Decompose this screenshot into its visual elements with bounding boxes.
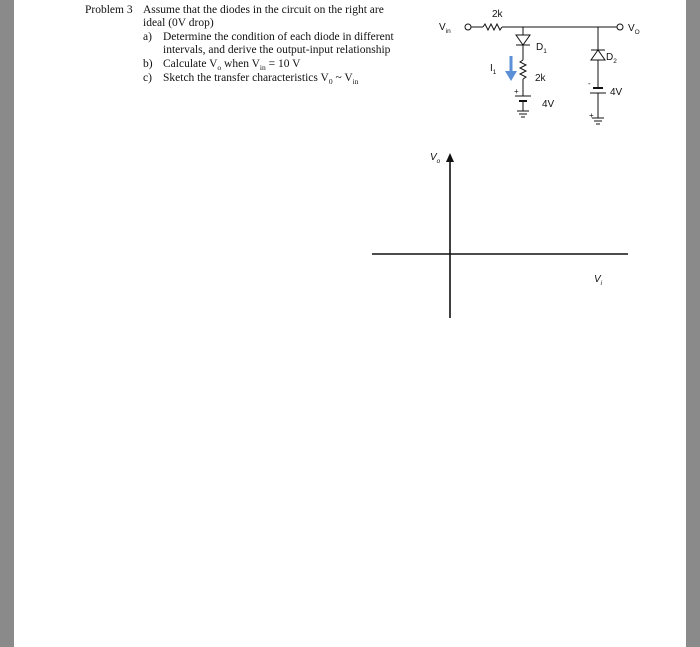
part-a-line2: intervals, and derive the output-input relationship [163,44,391,56]
vin-label: $V_{in}$ [439,22,451,35]
problem-intro-line1: Assume that the diodes in the circuit on the right are [143,4,384,16]
series-resistor-label: 2k [492,9,503,20]
y-axis-arrow-icon [446,153,454,162]
d1-diode-icon [516,35,530,45]
battery2-plus: + [589,111,594,120]
battery2-minus: - [588,79,591,88]
source2-label: 4V [610,87,623,98]
part-c-text: Sketch the transfer characteristics $V_0$ ~ $V_{in}$ [163,72,359,86]
part-c-marker: c) [143,72,152,84]
series-resistor [483,24,502,30]
battery1-plus: + [514,87,519,96]
vo-label: $V_O$ [628,23,640,36]
d2-label: $D_2$ [606,52,617,65]
y-axis-label: $V_o$ [430,152,441,165]
shunt-resistor-label: 2k [535,73,546,84]
worksheet-page [14,0,686,647]
vo-terminal [617,24,623,30]
problem-intro-line2: ideal (0V drop) [143,17,214,29]
d2-diode-icon [591,50,605,60]
part-a-line1: Determine the condition of each diode in different [163,31,394,43]
part-b-text: Calculate $V_o$ when $V_{in} = 10$ V [163,58,301,72]
shunt-resistor [520,60,526,79]
vin-terminal [465,24,471,30]
part-b-marker: b) [143,58,153,70]
part-a-marker: a) [143,31,152,43]
x-axis-label: $V_i$ [594,274,603,287]
current-arrow-icon [505,56,517,81]
d1-label: $D_1$ [536,42,547,55]
problem-label: Problem 3 [85,4,133,16]
current-label: $I_1$ [490,63,497,76]
circuit-and-plot-drawing [14,0,686,647]
source1-label: 4V [542,99,555,110]
